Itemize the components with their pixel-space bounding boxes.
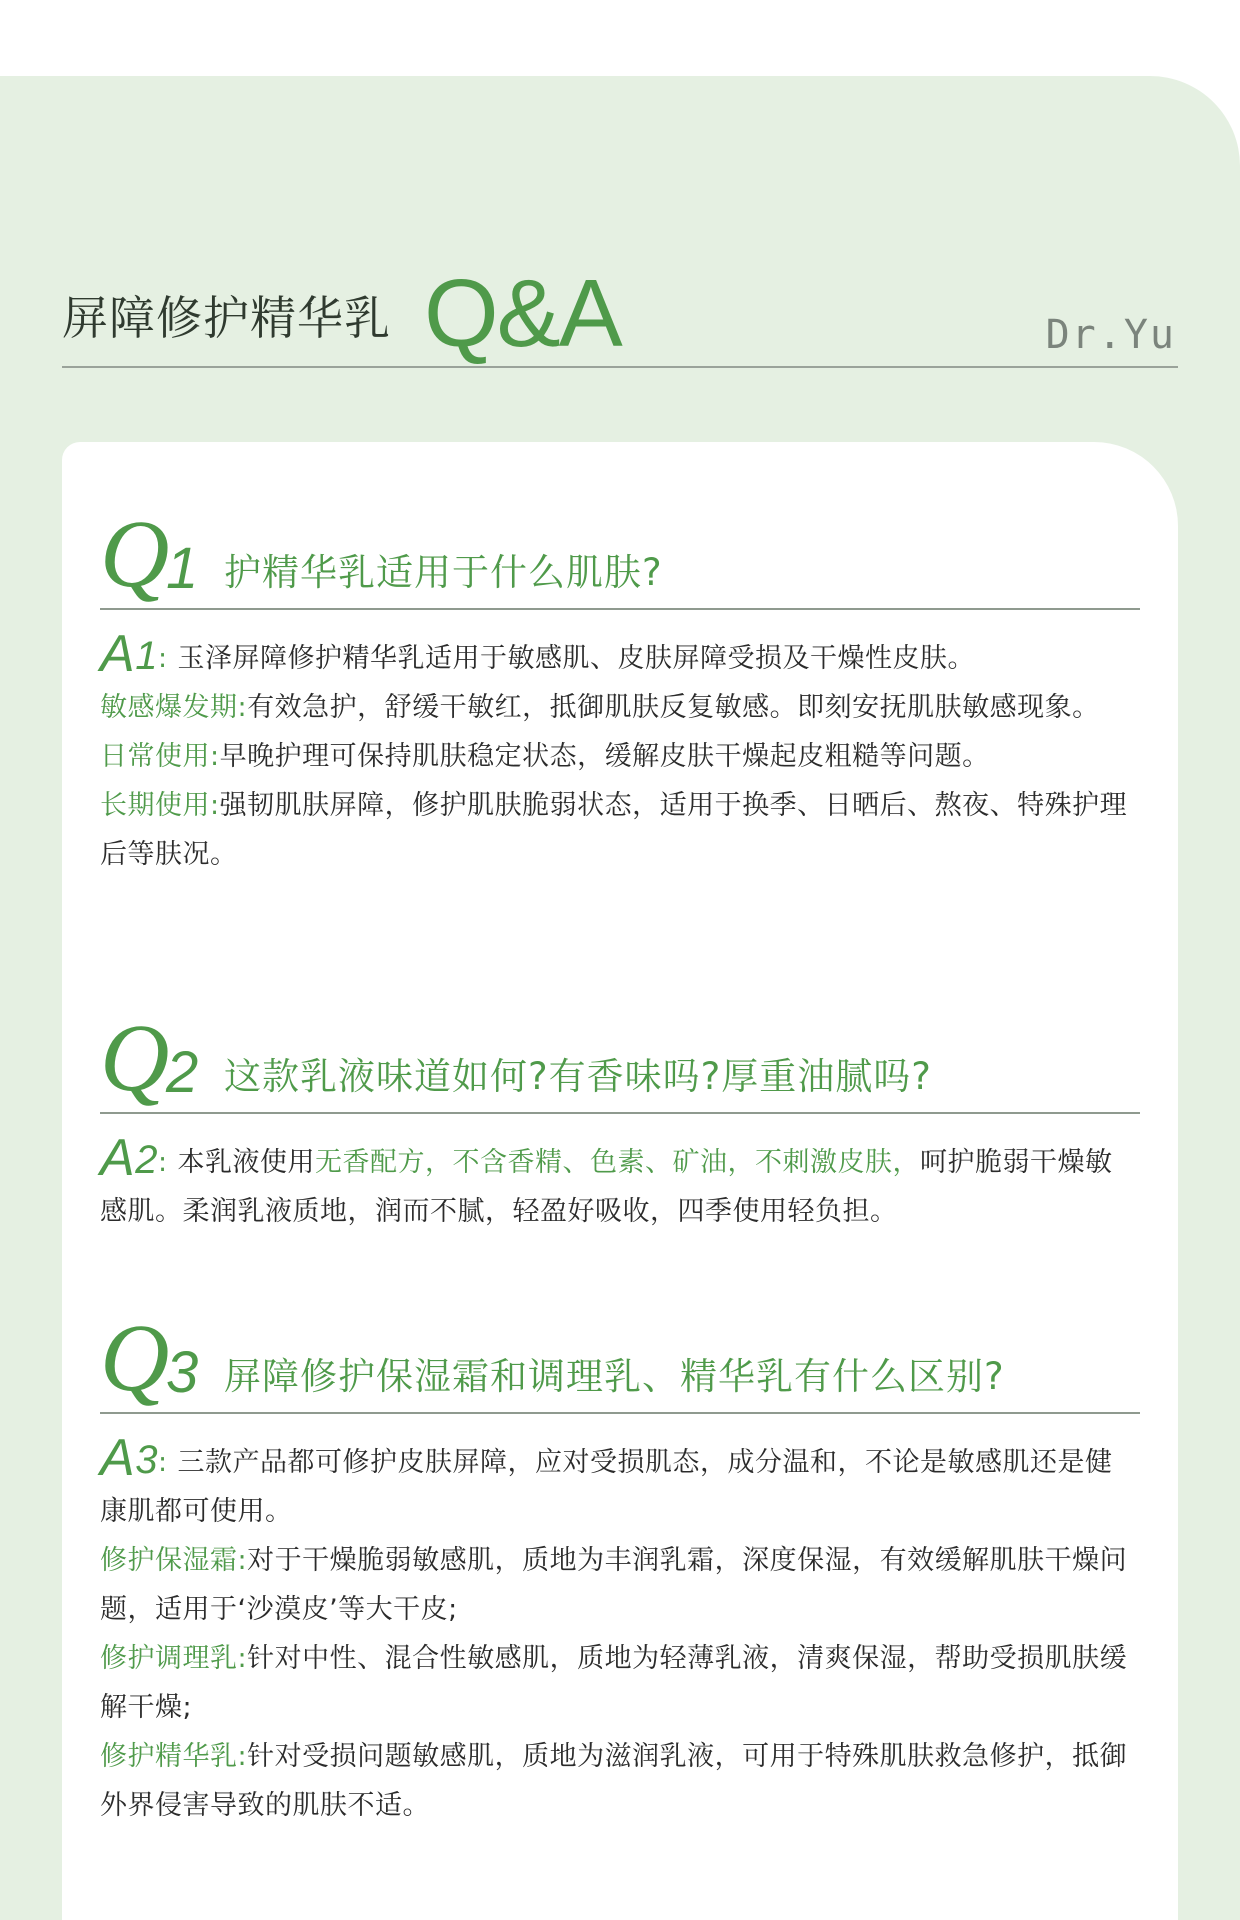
page-title: 屏障修护精华乳 (62, 291, 391, 345)
answer-letter: A (100, 1129, 136, 1187)
qa-item-3 (100, 1302, 1140, 1830)
qa-card (62, 442, 1178, 1920)
answer-item (100, 1634, 1140, 1732)
question-letter: Q (100, 500, 170, 607)
question-number: 3 (166, 1340, 199, 1405)
answer-colon: : (157, 643, 168, 674)
answer-number: 1 (135, 634, 158, 678)
answer-item (100, 781, 1140, 879)
answer-item-text: 对于干燥脆弱敏感肌，质地为丰润乳霜，深度保湿，有效缓解肌肤干燥问题，适用于‘沙漠皮’等大干皮; (100, 1545, 1128, 1625)
answer-item (100, 732, 1140, 781)
answer-intro-text: 玉泽屏障修护精华乳适用于敏感肌、皮肤屏障受损及干燥性皮肤。 (177, 643, 976, 674)
answer-item-label: 修护保湿霜: (100, 1545, 248, 1576)
answer-colon: : (157, 1147, 168, 1178)
answer-item (100, 1732, 1140, 1830)
qa-item-2 (100, 1002, 1140, 1236)
page-header (62, 250, 1178, 368)
answer-number: 3 (135, 1438, 158, 1482)
answer-number: 2 (135, 1138, 158, 1182)
question-text: 屏障修护保湿霜和调理乳、精华乳有什么区别? (224, 1355, 1005, 1398)
answer-item (100, 1536, 1140, 1634)
answer-item-text: 针对受损问题敏感肌，质地为滋润乳液，可用于特殊肌肤救急修护，抵御外界侵害导致的肌肤不适。 (100, 1741, 1128, 1821)
brand-logo: Dr.Yu (1045, 312, 1176, 358)
answer-intro (100, 625, 1140, 683)
answer-item-label: 修护精华乳: (100, 1741, 248, 1772)
question-header (100, 1302, 1140, 1414)
question-header (100, 498, 1140, 610)
answer-item-label: 长期使用: (100, 790, 220, 821)
question-header (100, 1002, 1140, 1114)
question-text: 这款乳液味道如何?有香味吗?厚重油腻吗? (224, 1055, 932, 1098)
answer-item-text: 强韧肌肤屏障，修护肌肤脆弱状态，适用于换季、日晒后、熬夜、特殊护理后等肤况。 (100, 790, 1128, 870)
question-number: 1 (166, 536, 199, 601)
question-letter: Q (100, 1304, 170, 1411)
answer-highlight: 无香配方，不含香精、色素、矿油，不刺激皮肤， (315, 1147, 921, 1178)
answer-text-before: 本乳液使用 (177, 1147, 316, 1178)
answer-body (100, 625, 1140, 879)
answer-item (100, 683, 1140, 732)
answer-intro (100, 1429, 1140, 1536)
answer-intro-text: 三款产品都可修护皮肤屏障，应对受损肌态，成分温和，不论是敏感肌还是健康肌都可使用。 (100, 1447, 1113, 1527)
answer-letter: A (100, 1429, 136, 1487)
answer-body (100, 1429, 1140, 1830)
qa-item-1 (100, 498, 1140, 879)
answer-item-text: 早晚护理可保持肌肤稳定状态，缓解皮肤干燥起皮粗糙等问题。 (219, 741, 990, 772)
answer-item-label: 日常使用: (100, 741, 220, 772)
qa-title: Q&A (424, 260, 621, 367)
answer-item-text: 有效急护，舒缓干敏红，抵御肌肤反复敏感。即刻安抚肌肤敏感现象。 (247, 692, 1100, 723)
answer-text-after: 呵护脆弱干燥敏感肌。柔润乳液质地，润而不腻，轻盈好吸收，四季使用轻负担。 (100, 1147, 1113, 1227)
question-text: 护精华乳适用于什么肌肤? (224, 551, 663, 594)
answer-letter: A (100, 625, 136, 683)
answer-paragraph (100, 1129, 1140, 1236)
answer-item-text: 针对中性、混合性敏感肌，质地为轻薄乳液，清爽保湿，帮助受损肌肤缓解干燥; (100, 1643, 1128, 1723)
answer-body (100, 1129, 1140, 1236)
answer-item-label: 修护调理乳: (100, 1643, 248, 1674)
answer-item-label: 敏感爆发期: (100, 692, 248, 723)
question-letter: Q (100, 1004, 170, 1111)
question-number: 2 (166, 1040, 199, 1105)
answer-colon: : (157, 1447, 168, 1478)
